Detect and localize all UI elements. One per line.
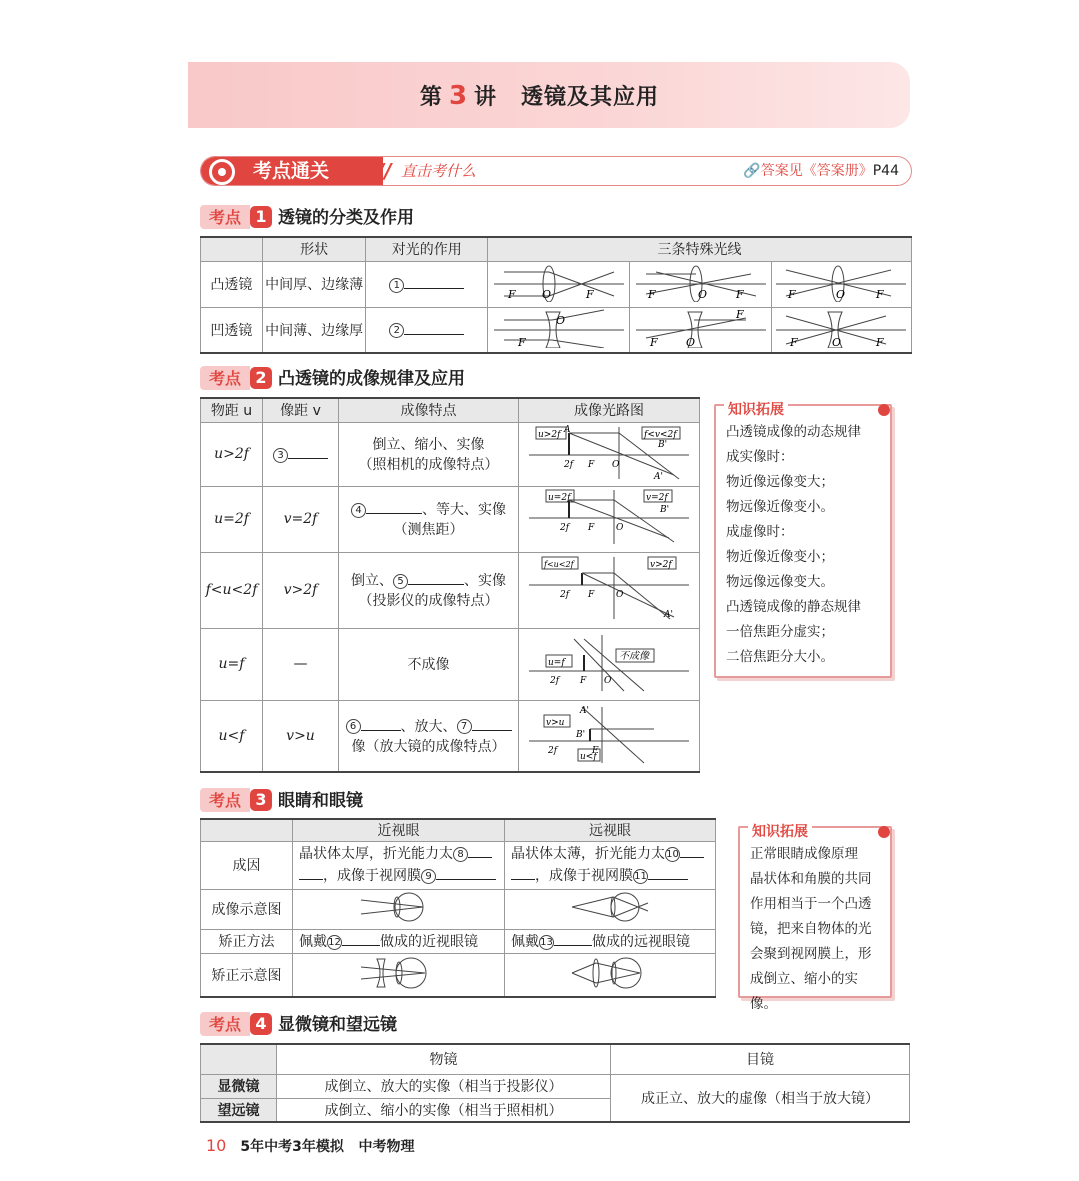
svg-text:F: F [735,288,744,301]
svg-text:O: O [685,335,695,348]
page-footer: 10 5年中考3年模拟 中考物理 [206,1136,415,1155]
svg-text:F: F [788,288,797,301]
convex-ray-diagram-1 [494,262,624,302]
table-row: u>2f 3 倒立、缩小、实像 （照相机的成像特点） u>2f f<v<2f A 2f F O B' A' [201,422,700,486]
svg-text:F: F [592,745,599,756]
concave-ray-diagram-3 [776,308,906,348]
svg-text:O: O [616,523,624,533]
svg-text:B': B' [658,440,668,450]
section-2-heading: 考点 2 凸透镜的成像规律及应用 [200,366,465,392]
table-row: 矫正示意图 [201,953,716,997]
svg-text:v>2f: v>2f [650,560,672,570]
table-row: 矫正方法 佩戴12 做成的近视眼镜 佩戴13 做成的远视眼镜 [201,929,716,953]
svg-text:A': A' [580,705,589,716]
section-banner [200,156,912,186]
svg-text:2f: 2f [548,745,558,756]
svg-text:2f: 2f [564,460,574,470]
optical-path-diagram-3 [524,555,694,621]
svg-text:A': A' [654,472,663,481]
table-row: 望远镜 成倒立、缩小的实像（相当于照相机） [201,1098,910,1122]
svg-text:O: O [555,313,565,327]
svg-text:v>u: v>u [546,717,565,728]
svg-text:2f: 2f [560,590,570,600]
table-row: 凹透镜 中间薄、边缘厚 2 F O F O F F O F [201,307,912,353]
svg-text:u=f: u=f [548,658,565,668]
knowledge-note-2: 知识拓展 正常眼睛成像原理 晶状体和角膜的共同 作用相当于一个凸透 镜，把来自物体的光 会聚到视网膜上，形 成倒立、缩小的实像。 [738,826,892,998]
svg-text:F: F [735,307,744,321]
lecture-title: 第 3 讲 透镜及其应用 [419,81,660,111]
lens-classification-table: 形状 对光的作用 三条特殊光线 凸透镜 中间厚、边缘薄 1 F O F F O F F O F 凹透镜 中间薄、边缘厚 2 F O F O F F O F [200,236,912,354]
convex-ray-diagram-3 [776,262,906,302]
optical-path-diagram-2 [524,488,694,546]
hyperopia-correction-diagram [570,955,650,991]
svg-text:F: F [790,335,799,348]
svg-text:u=2f: u=2f [548,493,571,503]
svg-text:F: F [507,288,516,301]
svg-text:F: F [585,288,594,301]
pin-icon [878,826,890,838]
svg-text:v=2f: v=2f [646,493,668,503]
svg-text:F: F [588,590,595,600]
optical-path-diagram-4 [524,631,694,693]
table-row: f<u<2f v>2f 倒立、 5 、实像 （投影仪的成像特点） f<u<2f v>2f 2f F O A' [201,552,700,628]
myopia-correction-diagram [359,955,439,991]
section-3-heading: 考点 3 眼睛和眼镜 [200,788,363,814]
myopia-eye-diagram [359,891,439,923]
answer-reference: 🔗答案见《答案册》P44 [743,163,899,179]
table-row: 显微镜 成倒立、放大的实像（相当于投影仪） 成正立、放大的虚像（相当于放大镜） [201,1074,910,1098]
hyperopia-eye-diagram [570,891,650,923]
slash-decoration: // [377,159,392,183]
svg-text:B': B' [576,729,586,740]
svg-text:不成像: 不成像 [619,651,649,662]
banner-subtitle: 直击考什么 [401,162,477,180]
table-row: 凸透镜 中间厚、边缘薄 1 F O F F O F F O F [201,261,912,307]
svg-text:O: O [832,335,842,348]
svg-text:O: O [604,676,612,686]
instruments-table: 物镜 目镜 显微镜 成倒立、放大的实像（相当于投影仪） 成正立、放大的虚像（相当于放大镜） 望远镜 成倒立、缩小的实像（相当于照相机） [200,1043,910,1123]
svg-text:A: A [564,425,571,435]
svg-text:2f: 2f [560,523,570,533]
banner-label: 考点通关 [253,160,330,182]
svg-text:F: F [647,288,656,301]
svg-text:2f: 2f [550,676,560,686]
svg-text:F: F [580,676,587,686]
table-row: 成因 晶状体太厚，折光能力太 8 ，成像于视网膜 9 晶状体太薄，折光能力太10 ，成像于视网膜11 [201,841,716,889]
svg-text:f<v<2f: f<v<2f [644,430,677,440]
pin-icon [878,404,890,416]
target-icon [209,159,235,185]
svg-text:A': A' [664,610,673,620]
svg-text:u<f: u<f [580,751,597,762]
svg-text:u>2f: u>2f [538,430,561,440]
convex-ray-diagram-2 [636,262,766,302]
svg-text:f<u<2f: f<u<2f [544,560,574,569]
imaging-rules-table: 物距 u 像距 v 成像特点 成像光路图 u>2f 3 倒立、缩小、实像 （照相机的成像特点） u>2f f<v<2f A 2f F O B' A' u=2f v=2f 4 、等大、实像 （测焦距） u=2f v=2f 2f F O B' f<u<2f v>2f 倒立、 5 、实像 （投影仪的成像特点） f<u<2f v>2f 2f F O A' u=f — 不成像 u=f 不成像 2f F O u<f v>u 6 、放大、 7 像（放大镜的成像特点） v>u u<f 2f F A' B' [200,397,700,773]
svg-text:F: F [588,460,595,470]
svg-text:F: F [517,335,526,348]
concave-ray-diagram-2 [636,308,766,348]
svg-text:O: O [612,460,620,470]
table-row: u=2f v=2f 4 、等大、实像 （测焦距） u=2f v=2f 2f F O B' [201,486,700,552]
svg-text:O: O [836,288,846,301]
table-row: u<f v>u 6 、放大、 7 像（放大镜的成像特点） v>u u<f 2f F A' B' [201,700,700,772]
optical-path-diagram-1 [524,423,694,481]
section-1-heading: 考点 1 透镜的分类及作用 [200,205,414,231]
knowledge-note-1: 知识拓展 凸透镜成像的动态规律 成实像时： 物近像远像变大； 物远像近像变小。 成虚像时： 物近像近像变小； 物远像远像变大。 凸透镜成像的静态规律 一倍焦距分虚实； 二倍焦距分大小。 [714,404,892,678]
section-4-heading: 考点 4 显微镜和望远镜 [200,1012,397,1038]
link-icon: 🔗 [743,163,761,179]
eye-table: 近视眼 远视眼 成因 晶状体太厚，折光能力太 8 ，成像于视网膜 9 晶状体太薄，折光能力太10 ，成像于视网膜11 成像示意图 矫正方法 佩戴12 做成的近视眼镜 佩戴13 做成的远视眼镜 矫正示意图 [200,818,716,998]
svg-text:O: O [541,288,551,301]
table-row: 成像示意图 [201,889,716,929]
svg-text:F: F [876,288,885,301]
svg-text:F: F [588,523,595,533]
concave-ray-diagram-1 [494,308,624,348]
svg-text:F: F [876,335,885,348]
svg-text:F: F [649,335,658,348]
table-row: u=f — 不成像 u=f 不成像 2f F O [201,628,700,700]
svg-text:O: O [616,590,624,600]
optical-path-diagram-5 [524,703,694,765]
svg-text:B': B' [660,505,670,515]
svg-text:O: O [697,288,707,301]
